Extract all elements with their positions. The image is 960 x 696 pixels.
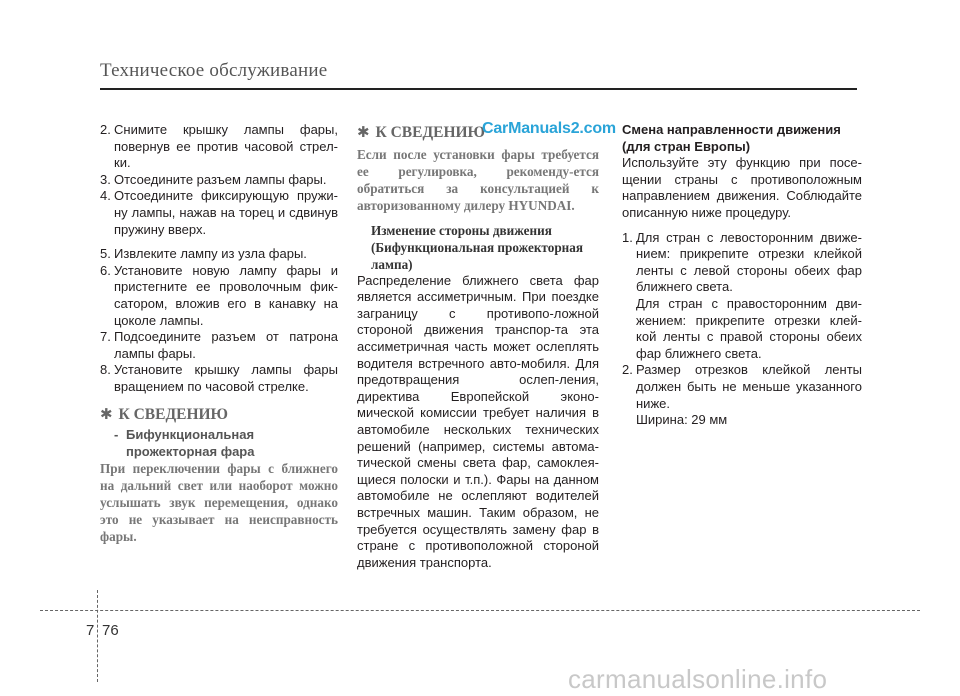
step-text: Установите крышку лампы фары вращением по часовой стрелке. [114,362,338,394]
section-subheading: Изменение стороны движения (Бифункциональная прожекторная лампа) [371,222,583,272]
site-watermark: carmanualsonline.info [568,664,828,694]
step-6 [100,263,338,329]
step-number [622,296,636,362]
page-header-title: Техническое обслуживание [100,60,328,81]
step-1 [622,230,862,296]
section-body: Распределение ближнего света фар является ассиметричным. При поездке заграницу с противопо-ложной стороной движения транспор-та эта ассиметричная часть может ослеплять водителя встречного авто-мобиля. Для предотвращения ослеп-ления, директива Европейской эконо-мической комиссии требует наличия в автомобиле нескольких технических решений (например, системы автома-тической смены света фар, самоклея-щиеся полоски и т.п.). Фары на данном автомобиле не ослепляют водителей встречных машин. Таким образом, не требуется осуществлять замену фар в стране с противоположной стороной движения транспорта. [357,272,599,570]
column-left [100,122,338,545]
step-text: Ширина: 29 мм [636,412,728,428]
caution-subheading: - Бифункциональная прожекторная фара [100,427,338,460]
column-right [622,122,862,429]
step-number: 8. [100,362,111,378]
section-intro: Используйте эту функцию при посе-щении страны с противоположным направлением движения. Соблюдайте описанную ниже процедуру. [622,155,862,220]
step-2-cont [622,412,862,429]
caution-sub-line1: Бифункциональная [126,427,255,443]
caution-text: Если после установки фары требуется ее регулировка, рекоменду-ется обратиться за консультацией к авторизованному дилеру HYUNDAI. [357,146,599,213]
step-number: 4. [100,188,111,204]
page-number: 76 [102,622,119,639]
step-text: Для стран с левосторонним движе-нием: прикрепите отрезки клейкой ленты с левой стороны обеих фар ближнего света. [636,229,862,295]
step-8 [100,362,338,395]
step-number: 3. [100,171,111,187]
column-middle [357,122,599,571]
step-text: Подсоедините разъем от патрона лампы фары. [114,329,338,361]
step-number: 2. [622,362,633,378]
step-7 [100,329,338,362]
footer-rule [40,610,920,611]
step-number [622,412,636,429]
step-text: Для стран с правосторонним дви-жением: прикрепите отрезки клей-кой ленты с правой стороны обеих фар ближнего света. [636,295,862,361]
step-3 [100,172,338,189]
caution-title [100,406,338,424]
step-2 [100,122,338,172]
caution-title-text: К СВЕДЕНИЮ [375,124,486,141]
step-5 [100,246,338,263]
step-text: Отсоедините фиксирующую пружи-ну лампы, нажав на торец и сдвинув пружину вверх. [114,188,338,237]
step-text: Отсоедините разъем лампы фары. [114,171,327,187]
footer-divider [97,590,98,682]
step-1-cont [622,296,862,362]
step-number: 2. [100,122,111,137]
asterisk-icon: ✱ [100,404,113,423]
section-heading: Смена направленности движения (для стран Европы) [622,122,841,154]
step-text: Снимите крышку лампы фары, повернув ее против часовой стрел-ки. [114,122,338,171]
carmanuals-watermark: CarManuals2.com [482,120,616,137]
caution-title-text: К СВЕДЕНИЮ [118,405,229,423]
step-number: 7. [100,329,111,345]
step-number: 1. [622,229,633,245]
chapter-number: 7 [86,622,95,639]
step-2 [622,362,862,412]
step-text: Установите новую лампу фары и пристегните ее проволочным фик-сатором, вложив его в канавку на цоколе лампы. [114,262,338,328]
step-number: 6. [100,262,111,278]
step-text: Извлеките лампу из узла фары. [114,246,307,262]
step-4 [100,188,338,238]
caution-text: При переключении фары с ближнего на дальний свет или наоборот можно услышать звук перемещения, однако это не указывает на неисправность фары. [100,461,338,545]
step-text: Размер отрезков клейкой ленты должен быть не меньше указанного ниже. [636,362,862,411]
caution-sub-line2: прожекторная фара [126,443,255,459]
asterisk-icon: ✱ [357,123,370,141]
header-rule [100,88,857,90]
step-number: 5. [100,246,111,262]
